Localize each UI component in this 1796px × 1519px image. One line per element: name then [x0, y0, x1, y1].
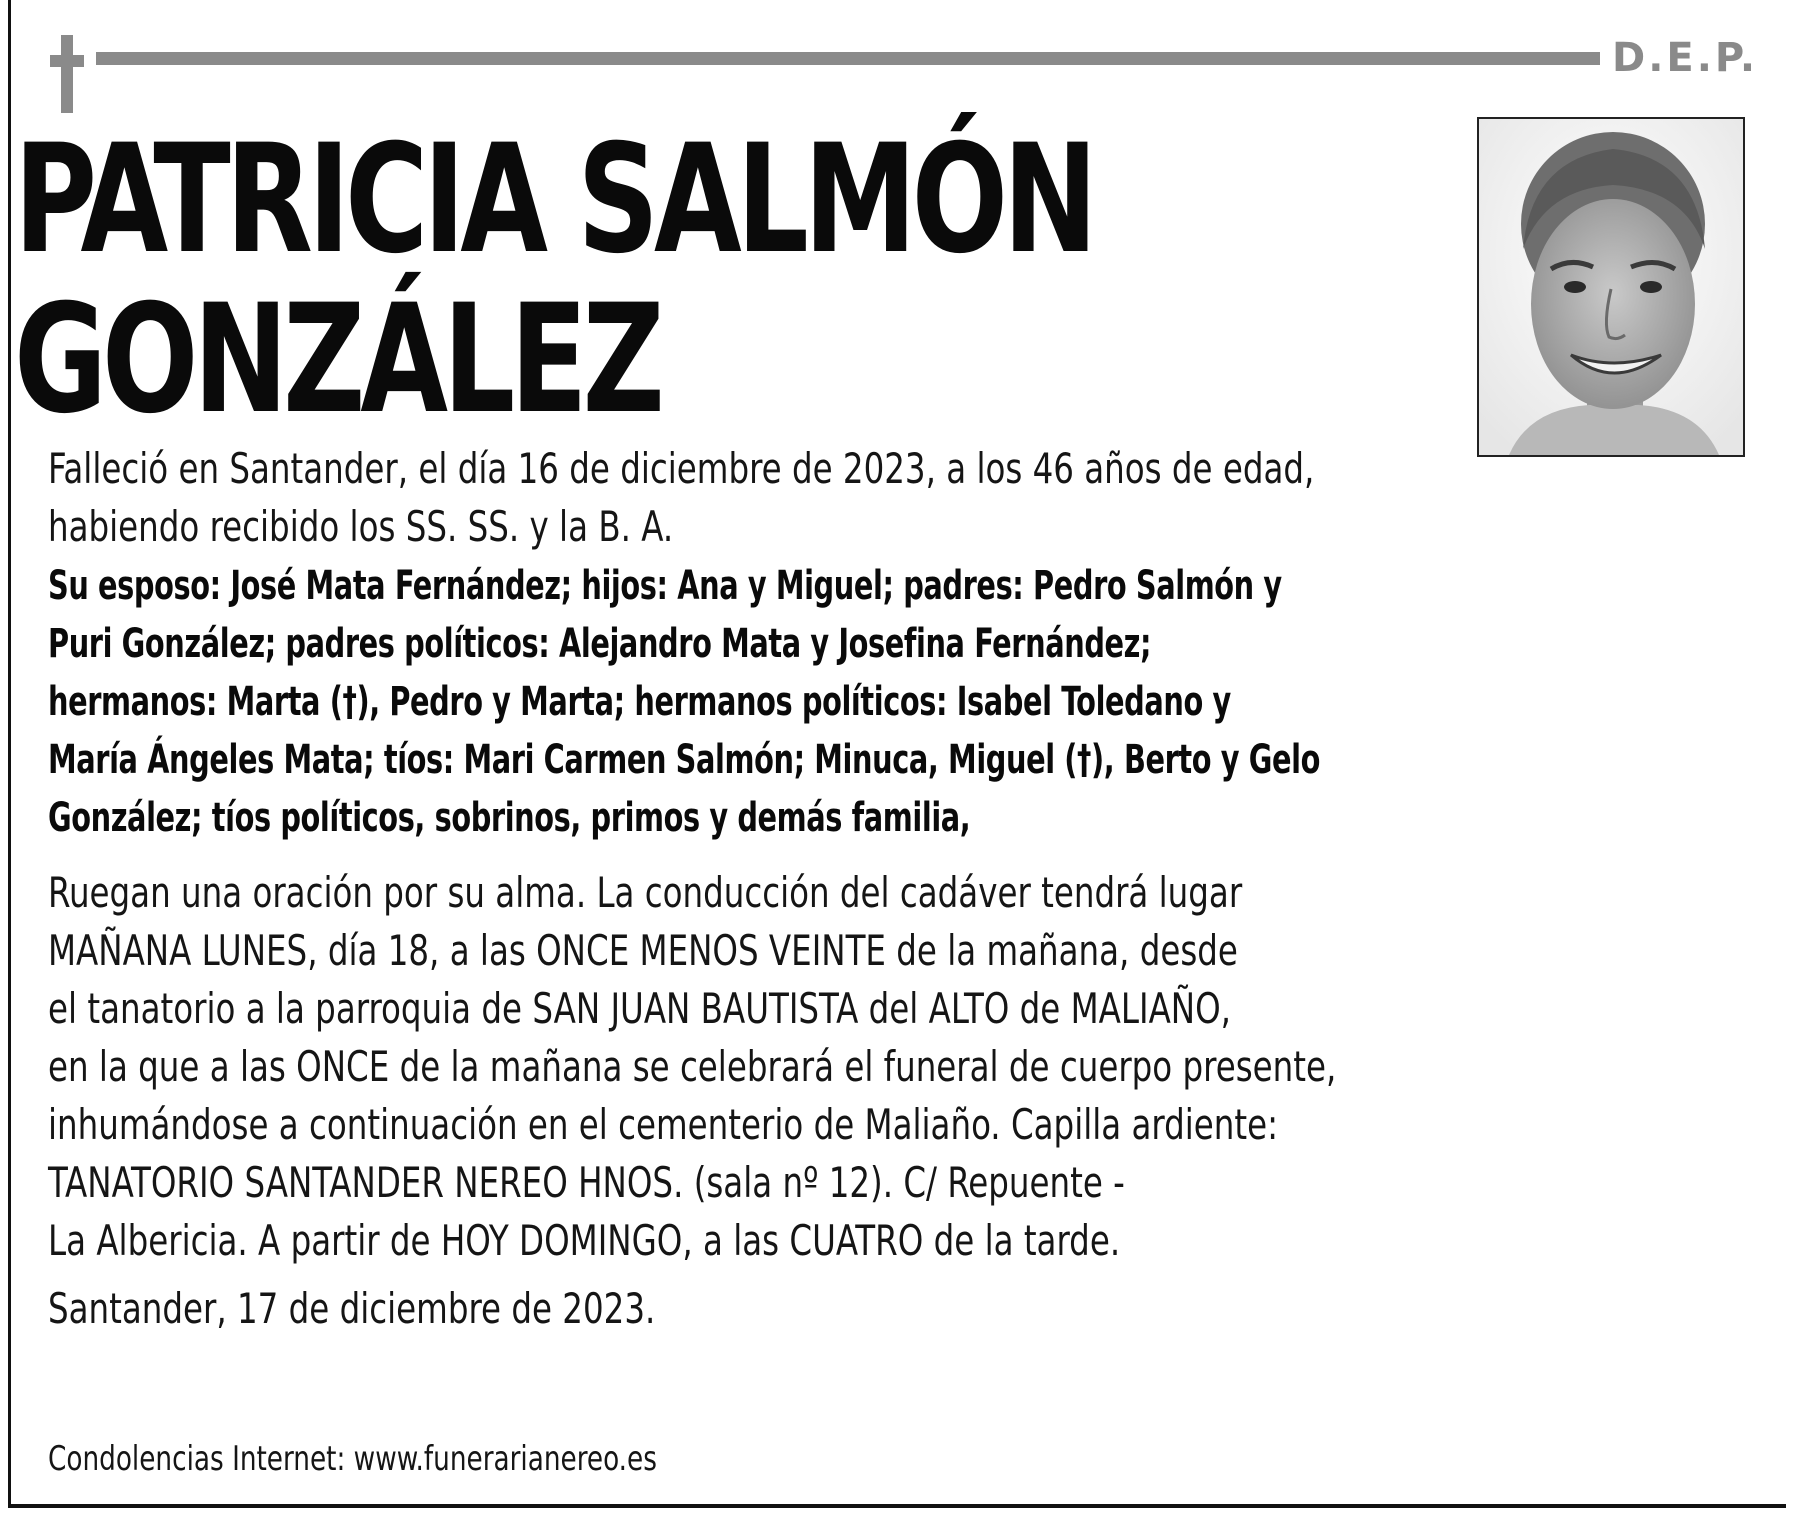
family-line: Su esposo: José Mata Fernández; hijos: Ana y Miguel; padres: Pedro Salmón y: [48, 563, 1282, 609]
intro-paragraph: [48, 440, 1748, 556]
deceased-name: [14, 113, 1093, 447]
family-line: hermanos: Marta (†), Pedro y Marta; hermanos políticos: Isabel Toledano y: [48, 679, 1231, 725]
family-line: González; tíos políticos, sobrinos, primos y demás familia,: [48, 795, 971, 841]
family-line: María Ángeles Mata; tíos: Mari Carmen Salmón; Minuca, Miguel (†), Berto y Gelo: [48, 737, 1320, 783]
dep-label: D.E.P.: [1612, 35, 1759, 81]
intro-line: Falleció en Santander, el día 16 de diciembre de 2023, a los 46 años de edad,: [48, 444, 1315, 493]
name-line-2: GONZÁLEZ: [14, 273, 660, 447]
service-line: el tanatorio a la parroquia de SAN JUAN BAUTISTA del ALTO de MALIAÑO,: [48, 984, 1231, 1033]
service-line: en la que a las ONCE de la mañana se celebrará el funeral de cuerpo presente,: [48, 1042, 1337, 1091]
service-line: inhumándose a continuación en el cementerio de Maliaño. Capilla ardiente:: [48, 1100, 1279, 1149]
frame-left-border: [8, 0, 11, 1508]
date-paragraph: [48, 1280, 1748, 1338]
service-line: TANATORIO SANTANDER NEREO HNOS. (sala nº 12). C/ Repuente -: [48, 1158, 1125, 1207]
service-line: La Albericia. A partir de HOY DOMINGO, a las CUATRO de la tarde.: [48, 1216, 1121, 1265]
portrait-illustration: [1479, 119, 1743, 455]
service-line: Ruegan una oración por su alma. La conducción del cadáver tendrá lugar: [48, 868, 1243, 917]
date-line: Santander, 17 de diciembre de 2023.: [48, 1284, 656, 1333]
cross-icon: [50, 35, 84, 113]
frame-bottom-border: [8, 1504, 1786, 1508]
condolences-paragraph: [48, 1438, 1748, 1480]
intro-line: habiendo recibido los SS. SS. y la B. A.: [48, 502, 674, 551]
portrait-photo: [1477, 117, 1745, 457]
family-paragraph: [48, 557, 1748, 847]
header-rule: [96, 52, 1600, 65]
name-line-1: PATRICIA SALMÓN: [14, 113, 1093, 287]
service-line: MAÑANA LUNES, día 18, a las ONCE MENOS VEINTE de la mañana, desde: [48, 926, 1238, 975]
service-paragraph: [48, 864, 1748, 1270]
family-line: Puri González; padres políticos: Alejandro Mata y Josefina Fernández;: [48, 621, 1152, 667]
condolences-link[interactable]: Condolencias Internet: www.funerarianereo.es: [48, 1439, 657, 1479]
